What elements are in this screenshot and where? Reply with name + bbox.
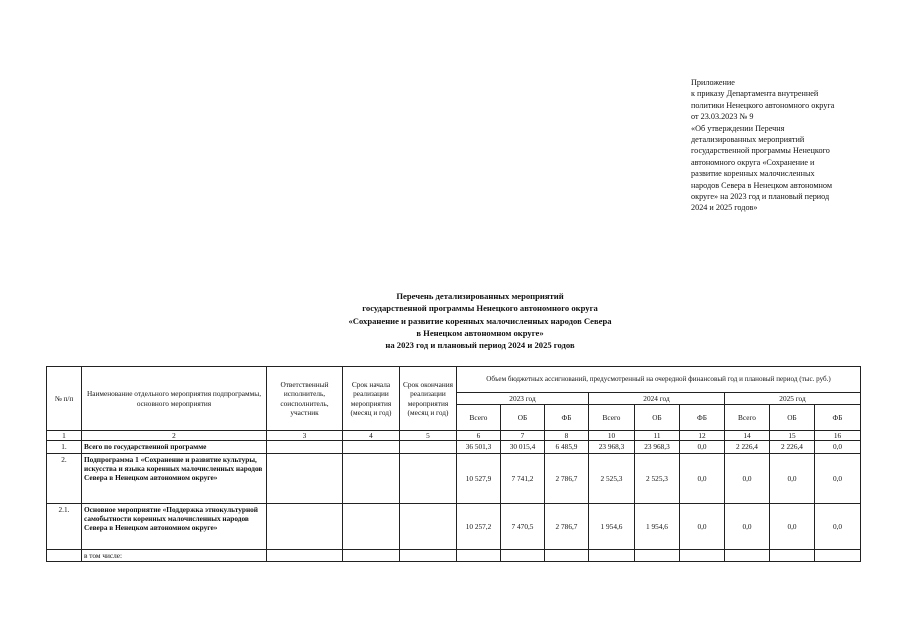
appendix-line: государственной программы Ненецкого (691, 146, 830, 156)
row-executor (267, 503, 343, 549)
header-end: Срок окончания реализации мероприятия (месяц и год) (400, 367, 457, 431)
column-number: 12 (680, 431, 725, 441)
title-line: «Сохранение и развитие коренных малочисленных народов Севера (348, 315, 612, 326)
appendix-line: автономного округа «Сохранение и (691, 157, 815, 167)
row-value: 0,0 (770, 503, 815, 549)
row-end (400, 549, 457, 561)
row-start (343, 549, 400, 561)
header-year-2025: 2025 год (725, 393, 861, 405)
row-value: 0,0 (815, 503, 861, 549)
row-value: 6 485,9 (545, 441, 589, 453)
column-number: 6 (457, 431, 501, 441)
row-end (400, 441, 457, 453)
appendix-line: от 23.03.2023 № 9 (691, 112, 754, 122)
row-num: 2. (47, 453, 82, 503)
row-start (343, 503, 400, 549)
row-name: Подпрограмма 1 «Сохранение и развитие культуры, искусства и языка коренных малочисленных народов Севера в Ненецком автономном округе» (82, 453, 267, 503)
row-num: 1. (47, 441, 82, 453)
row-value: 7 741,2 (501, 453, 545, 503)
appendix-line: народов Севера в Ненецком автономном (691, 180, 833, 190)
row-name: Основное мероприятие «Поддержка этнокультурной самобытности коренных малочисленных народов Севера в Ненецком автономном округе» (82, 503, 267, 549)
header-year-2023: 2023 год (457, 393, 589, 405)
header-year-2024: 2024 год (589, 393, 725, 405)
measures-table (46, 366, 861, 562)
header-sub: ФБ (545, 405, 589, 431)
column-number: 7 (501, 431, 545, 441)
header-sub: ФБ (815, 405, 861, 431)
appendix-line: 2024 и 2025 годов» (691, 203, 758, 213)
row-value (589, 549, 635, 561)
row-value: 10 527,9 (457, 453, 501, 503)
row-value: 0,0 (680, 453, 725, 503)
table-row (47, 549, 861, 561)
row-value: 2 786,7 (545, 503, 589, 549)
row-value: 23 968,3 (589, 441, 635, 453)
table-row (47, 503, 861, 549)
appendix-line: округе» на 2023 год и плановый период (691, 192, 830, 202)
column-number: 16 (815, 431, 861, 441)
header-start: Срок начала реализации мероприятия (месяц и год) (343, 367, 400, 431)
table-row (47, 453, 861, 503)
appendix-line: детализированных мероприятий (691, 135, 805, 145)
column-number: 11 (635, 431, 680, 441)
appendix-line: развитие коренных малочисленных (691, 169, 815, 179)
appendix-line: политики Ненецкого автономного округа (691, 100, 835, 110)
header-sub: ОБ (635, 405, 680, 431)
table-row (47, 441, 861, 453)
row-value (725, 549, 770, 561)
appendix-note (691, 77, 891, 214)
row-value (815, 549, 861, 561)
row-value (457, 549, 501, 561)
row-value: 10 257,2 (457, 503, 501, 549)
header-name: Наименование отдельного мероприятия подпрограммы, основного мероприятия (82, 367, 267, 431)
header-budget: Объем бюджетных ассигнований, предусмотренный на очередной финансовый год и плановый период (тыс. руб.) (457, 367, 861, 393)
title-line: на 2023 год и плановый период 2024 и 2025 годов (385, 340, 575, 351)
row-value: 2 226,4 (770, 441, 815, 453)
row-value: 2 226,4 (725, 441, 770, 453)
row-executor (267, 453, 343, 503)
column-number-row (47, 431, 861, 441)
row-value: 36 501,3 (457, 441, 501, 453)
row-value: 0,0 (680, 503, 725, 549)
row-value: 1 954,6 (635, 503, 680, 549)
header-sub: Всего (457, 405, 501, 431)
column-number: 3 (267, 431, 343, 441)
row-value: 0,0 (725, 503, 770, 549)
row-value: 7 470,5 (501, 503, 545, 549)
column-number: 15 (770, 431, 815, 441)
document-title (200, 290, 760, 351)
row-value (770, 549, 815, 561)
row-num (47, 549, 82, 561)
row-value: 0,0 (680, 441, 725, 453)
row-value (545, 549, 589, 561)
row-name: в том числе: (82, 549, 267, 561)
row-start (343, 441, 400, 453)
column-number: 14 (725, 431, 770, 441)
row-value: 2 525,3 (635, 453, 680, 503)
row-start (343, 453, 400, 503)
row-value: 0,0 (725, 453, 770, 503)
column-number: 5 (400, 431, 457, 441)
header-executor: Ответственный исполнитель, соисполнитель, участник (267, 367, 343, 431)
appendix-line: Приложение (691, 78, 735, 87)
header-num: № п/п (47, 367, 82, 431)
row-value (680, 549, 725, 561)
row-value: 0,0 (815, 453, 861, 503)
row-value: 30 015,4 (501, 441, 545, 453)
column-number: 10 (589, 431, 635, 441)
column-number: 2 (82, 431, 267, 441)
header-sub: Всего (589, 405, 635, 431)
column-number: 8 (545, 431, 589, 441)
row-value (501, 549, 545, 561)
title-line: в Ненецком автономном округе» (416, 327, 544, 338)
header-sub: Всего (725, 405, 770, 431)
header-sub: ОБ (501, 405, 545, 431)
row-value: 1 954,6 (589, 503, 635, 549)
row-name: Всего по государственной программе (82, 441, 267, 453)
header-sub: ФБ (680, 405, 725, 431)
row-value: 0,0 (815, 441, 861, 453)
title-line: Перечень детализированных мероприятий (396, 291, 564, 301)
row-value: 2 786,7 (545, 453, 589, 503)
row-value: 2 525,3 (589, 453, 635, 503)
row-value: 23 968,3 (635, 441, 680, 453)
row-executor (267, 549, 343, 561)
row-end (400, 503, 457, 549)
row-value (635, 549, 680, 561)
row-value: 0,0 (770, 453, 815, 503)
appendix-line: к приказу Департамента внутренней (691, 89, 819, 99)
column-number: 4 (343, 431, 400, 441)
row-num: 2.1. (47, 503, 82, 549)
column-number: 1 (47, 431, 82, 441)
row-end (400, 453, 457, 503)
title-line: государственной программы Ненецкого автономного округа (362, 303, 598, 314)
appendix-line: «Об утверждении Перечня (691, 123, 785, 133)
row-executor (267, 441, 343, 453)
header-sub: ОБ (770, 405, 815, 431)
